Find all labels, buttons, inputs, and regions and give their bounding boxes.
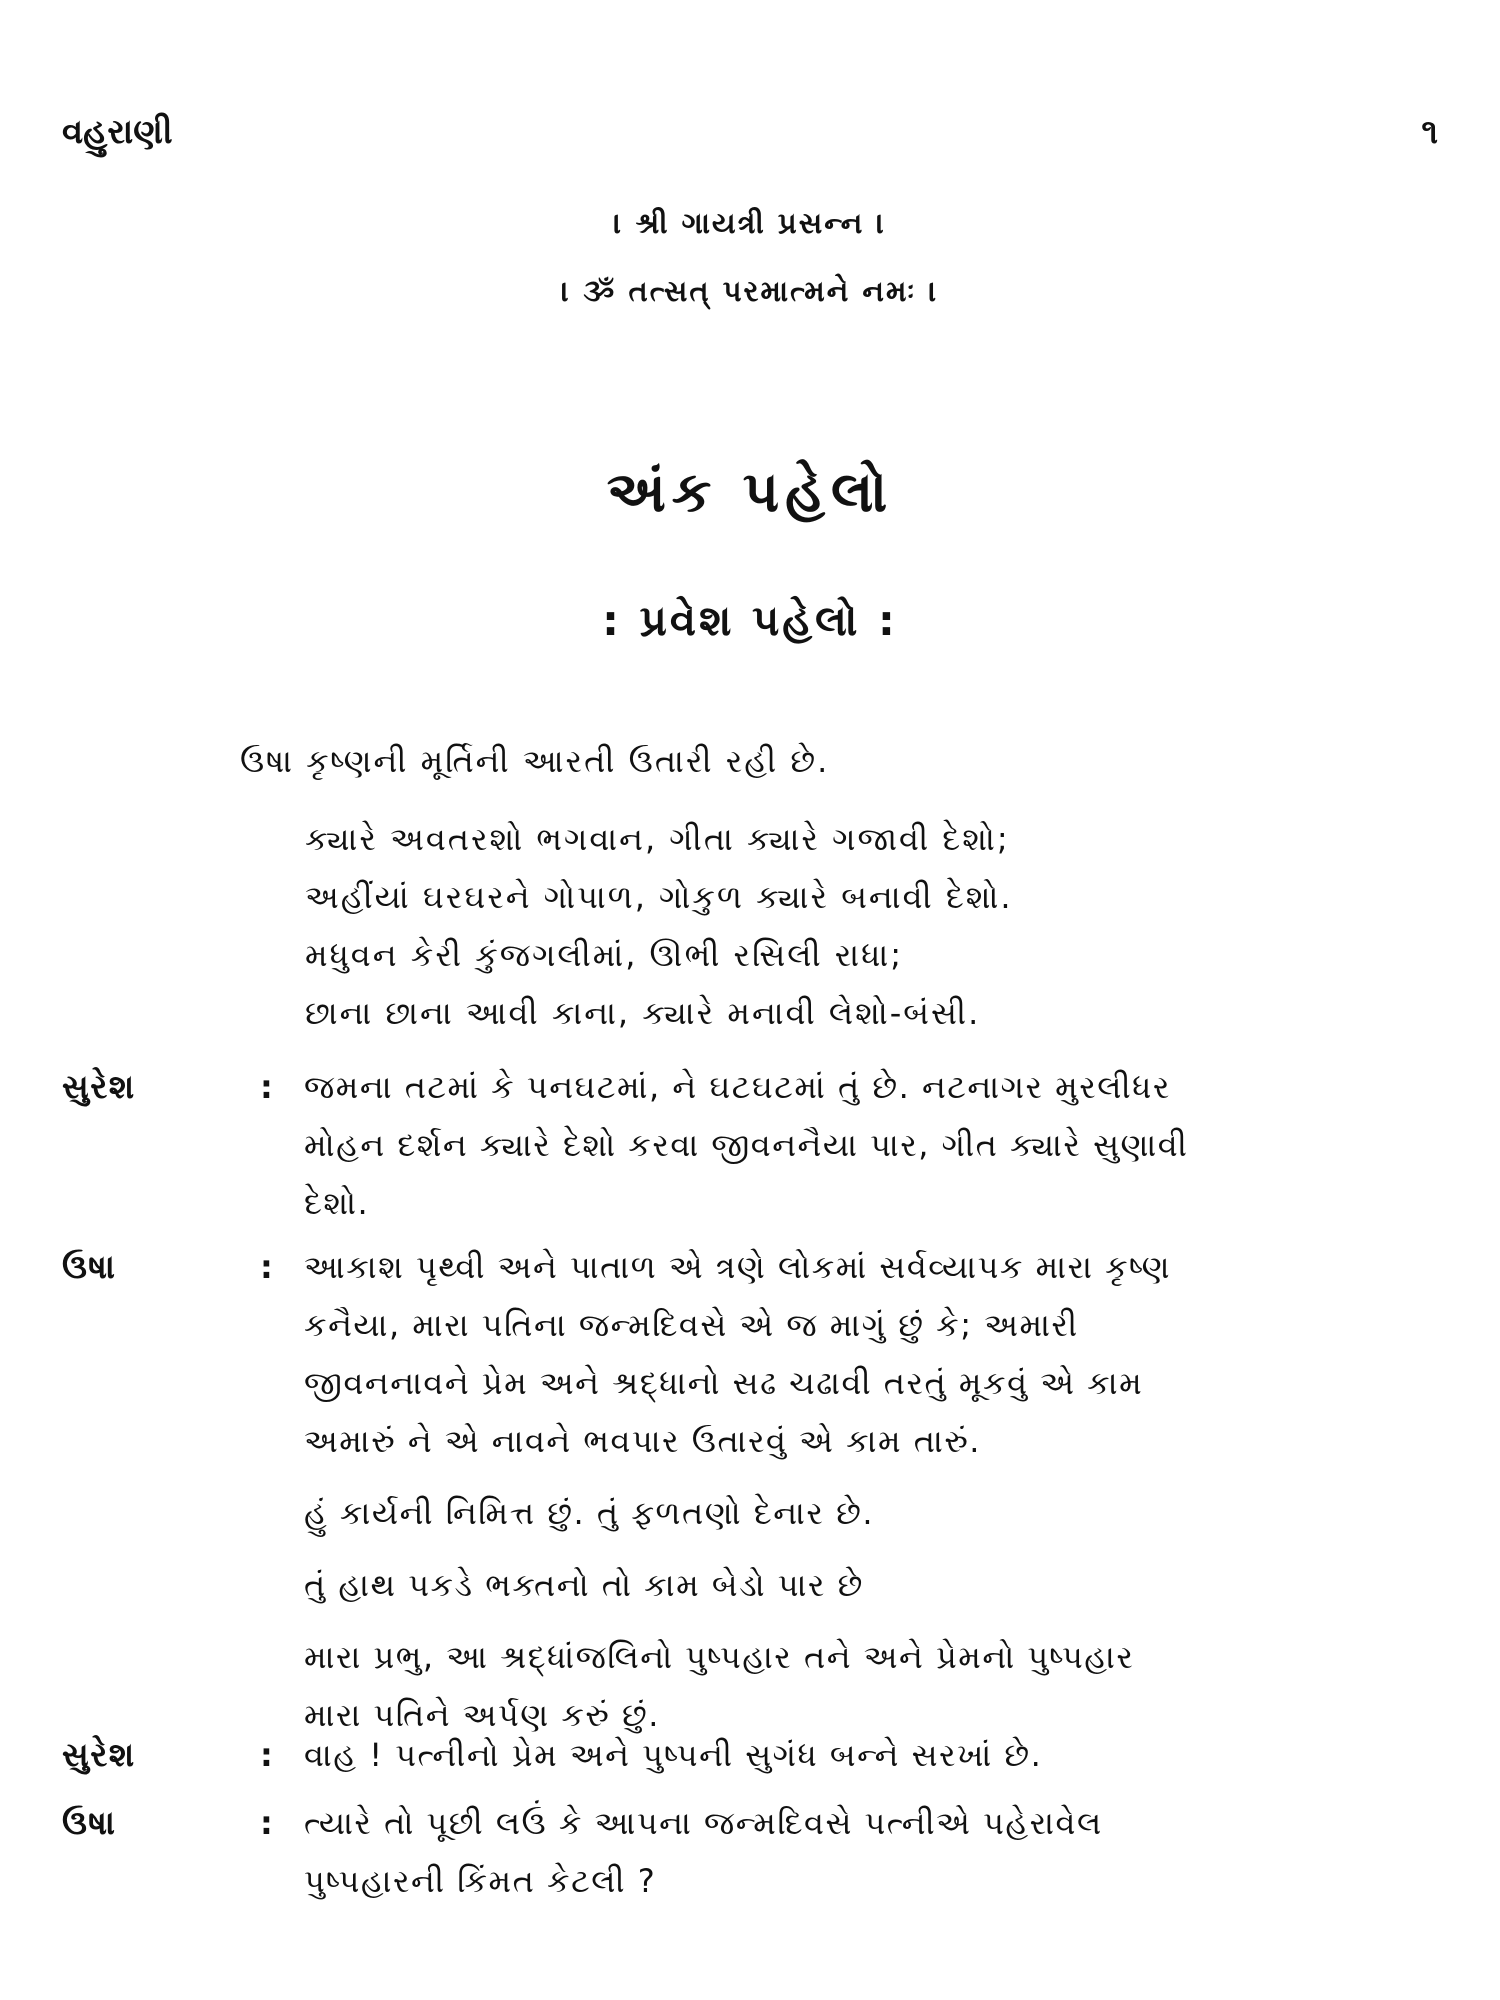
page-number: ૧ [1421,112,1438,152]
speech-line: મોહન દર્શન ક્યારે દેશો કરવા જીવનનૈયા પાર, ગીત ક્યારે સુણાવી [304,1126,1189,1164]
speech-line: અમારું ને એ નાવને ભવપાર ઉતારવું એ કામ તારું. [304,1422,981,1460]
act-title: અંક પહેલો [606,460,894,525]
speaker-colon: : [260,1248,275,1286]
speech-text [304,1726,1462,1784]
scene-title: : પ્રવેશ પહેલો : [602,596,898,645]
speech-text [304,1058,1462,1232]
speaker-name: ઉષા [62,1803,117,1842]
speech-line: જીવનનાવને પ્રેમ અને શ્રદ્ધાનો સઢ ચઢાવી તરતું મૂકવું એ કામ [304,1364,1144,1402]
stage-direction: ઉષા કૃષ્ણની મૂર્તિની આરતી ઉતારી રહી છે. [240,742,830,780]
speech-line: આકાશ પૃથ્વી અને પાતાળ એ ત્રણે લોકમાં સર્વવ્યાપક મારા કૃષ્ણ [304,1248,1171,1286]
speech-line: પુષ્પહારની કિંમત કેટલી ? [304,1862,657,1900]
speaker-colon: : [260,1068,275,1106]
verse-line: અહીંયાં ઘરઘરને ગોપાળ, ગોકુળ ક્યારે બનાવી દેશો. [305,878,1013,916]
verse-line: ક્યારે અવતરશો ભગવાન, ગીતા ક્યારે ગજાવી દેશો; [305,820,1010,858]
speech-line: મારા પતિને અર્પણ કરું છું. [304,1696,660,1734]
speech-line: મારા પ્રભુ, આ શ્રદ્ધાંજલિનો પુષ્પહાર તને અને પ્રેમનો પુષ્પહાર [304,1638,1135,1676]
verse-line: મધુવન કેરી કુંજગલીમાં, ઊભી રસિલી રાધા; [305,936,903,974]
speaker-colon: : [260,1736,275,1774]
speech-line: જમના તટમાં કે પનઘટમાં, ને ઘટઘટમાં તું છે. નટનાગર મુરલીધર [304,1068,1171,1106]
speech-line: તું હાથ પકડે ભક્તનો તો કામ બેડો પાર છે [304,1566,864,1604]
speaker-name: સુરેશ [62,1735,136,1774]
invocation-line: । શ્રી ગાયત્રી પ્રસન્ન । [613,206,887,240]
running-title: વહુરાણી [62,112,173,152]
speaker-name: ઉષા [62,1247,117,1286]
verse-line: છાના છાના આવી કાના, ક્યારે મનાવી લેશો-બંસી. [305,994,981,1032]
speech-line: ત્યારે તો પૂછી લઉં કે આપના જન્મદિવસે પત્નીએ પહેરાવેલ [304,1804,1103,1842]
speech-text [304,1238,1462,1744]
speech-line: વાહ ! પત્નીનો પ્રેમ અને પુષ્પની સુગંધ બન્ને સરખાં છે. [304,1736,1043,1774]
speech-line: કનૈયા, મારા પતિના જન્મદિવસે એ જ માગું છું કે; અમારી [304,1306,1079,1344]
verse-block [305,810,1013,1042]
speaker-colon: : [260,1804,275,1842]
speech-line: દેશો. [304,1184,370,1222]
invocation-line: । ૐ તત્સત્ પરમાત્મને નમઃ । [561,274,939,308]
speaker-name: સુરેશ [62,1067,136,1106]
speech-text [304,1794,1462,1910]
speech-line: હું કાર્યની નિમિત્ત છું. તું ફળતણો દેનાર છે. [304,1494,875,1532]
